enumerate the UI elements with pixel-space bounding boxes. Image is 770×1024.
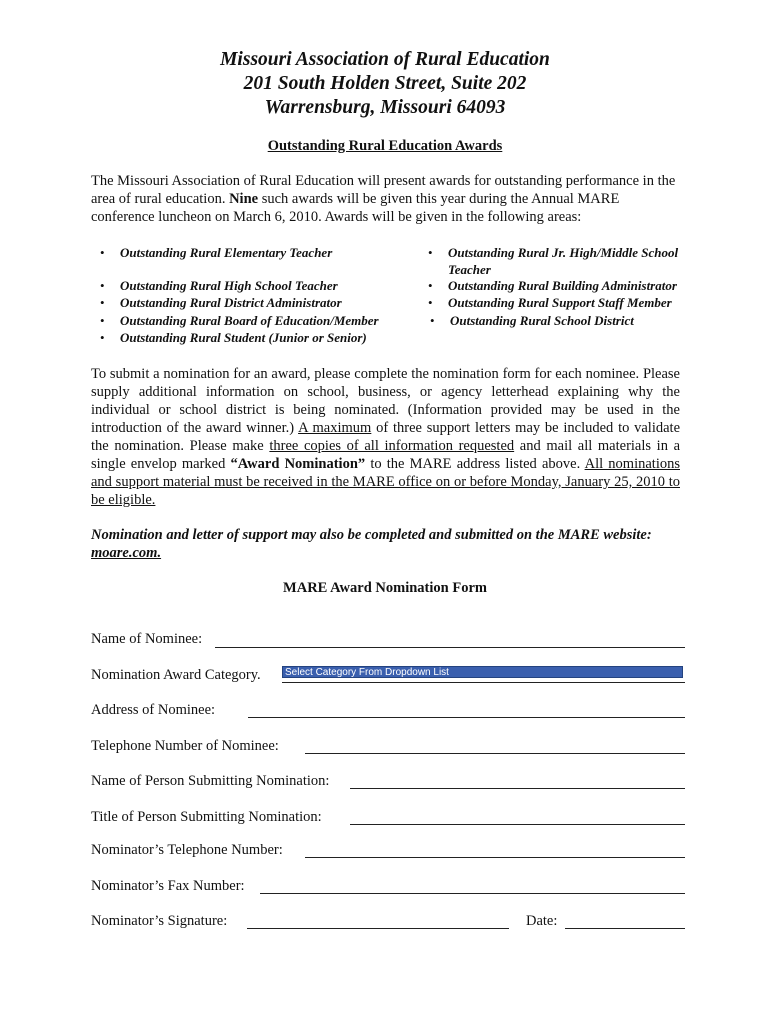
- award-item: Outstanding Rural High School Teacher: [120, 278, 338, 293]
- award-item: Outstanding Rural Student (Junior or Senior): [120, 330, 367, 345]
- award-item: Outstanding Rural Elementary Teacher: [120, 245, 333, 260]
- nominator-fax-label: Nominator’s Fax Number:: [91, 878, 245, 894]
- submitter-name-field[interactable]: [350, 788, 685, 789]
- bullet-dot: •: [100, 295, 105, 310]
- bullet-dot: •: [100, 313, 105, 328]
- nominator-phone-label: Nominator’s Telephone Number:: [91, 842, 283, 858]
- award-category-line: [282, 682, 685, 683]
- nominator-phone-field[interactable]: [305, 857, 685, 858]
- award-item: Outstanding Rural Support Staff Member: [448, 295, 672, 310]
- submitter-name-label: Name of Person Submitting Nomination:: [91, 773, 330, 789]
- signature-field[interactable]: [247, 928, 509, 929]
- website-link[interactable]: moare.com.: [91, 545, 162, 561]
- award-item: Outstanding Rural Building Administrator: [448, 278, 677, 293]
- nominee-name-field[interactable]: [215, 647, 685, 648]
- nominee-phone-label: Telephone Number of Nominee:: [91, 738, 279, 754]
- award-item: Outstanding Rural Board of Education/Member: [120, 313, 379, 328]
- award-category-label: Nomination Award Category.: [91, 667, 261, 683]
- bullet-dot: •: [100, 245, 105, 260]
- bullet-dot: •: [428, 295, 433, 310]
- intro-nine: Nine: [229, 191, 259, 207]
- nominee-address-label: Address of Nominee:: [91, 702, 216, 718]
- submitter-title-label: Title of Person Submitting Nomination:: [91, 809, 322, 825]
- submitter-title-field[interactable]: [350, 824, 685, 825]
- intro-paragraph: The Missouri Association of Rural Education will present awards for outstanding performance in the area of rural education. Nine such awards will be given this year during the Annual MARE conference luncheon on March 6, 2010. Awards will be given in the following areas:: [91, 173, 676, 225]
- awards-subtitle: Outstanding Rural Education Awards: [267, 138, 503, 154]
- bullet-dot: •: [100, 330, 105, 345]
- award-item: Outstanding Rural District Administrator: [120, 295, 342, 310]
- nominee-phone-field[interactable]: [305, 753, 685, 754]
- bullet-dot: •: [100, 278, 105, 293]
- org-name: Missouri Association of Rural Education: [220, 49, 550, 70]
- nominee-address-field[interactable]: [248, 717, 685, 718]
- website-note: Nomination and letter of support may also be completed and submitted on the MARE website: moare.com.: [91, 527, 652, 561]
- org-street: 201 South Holden Street, Suite 202: [243, 73, 527, 94]
- award-category-dropdown[interactable]: Select Category From Dropdown List: [282, 666, 683, 678]
- award-item: Outstanding Rural School District: [450, 313, 634, 328]
- bullet-dot: •: [428, 278, 433, 293]
- signature-label: Nominator’s Signature:: [91, 913, 228, 929]
- deadline-text: All nominations and support material must be received in the MARE office on or before Monday, January 25, 2010 to be eligible.: [91, 456, 680, 508]
- form-title: MARE Award Nomination Form: [283, 580, 487, 596]
- date-label: Date:: [526, 913, 558, 929]
- nominator-fax-field[interactable]: [260, 893, 685, 894]
- bullet-dot: •: [428, 245, 433, 260]
- date-field[interactable]: [565, 928, 685, 929]
- award-item: Outstanding Rural Jr. High/Middle School Teacher: [448, 245, 679, 277]
- bullet-dot: •: [430, 313, 435, 328]
- instructions-paragraph: To submit a nomination for an award, please complete the nomination form for each nominee. Please supply additional information on school, business, or agency letterhead explaining why the individual or school district is being nominated. (Information provided may be used in the introduction of the award winner.) A maximum of three support letters may be included to validate the nomination. Please make three copies of all information requested and mail all materials in a single envelop marked “Award Nomination” to the MARE address listed above. All nominations and support material must be received in the MARE office on or before Monday, January 25, 2010 to be eligible.: [91, 366, 681, 508]
- nominee-name-label: Name of Nominee:: [91, 631, 203, 647]
- org-city: Warrensburg, Missouri 64093: [264, 97, 506, 118]
